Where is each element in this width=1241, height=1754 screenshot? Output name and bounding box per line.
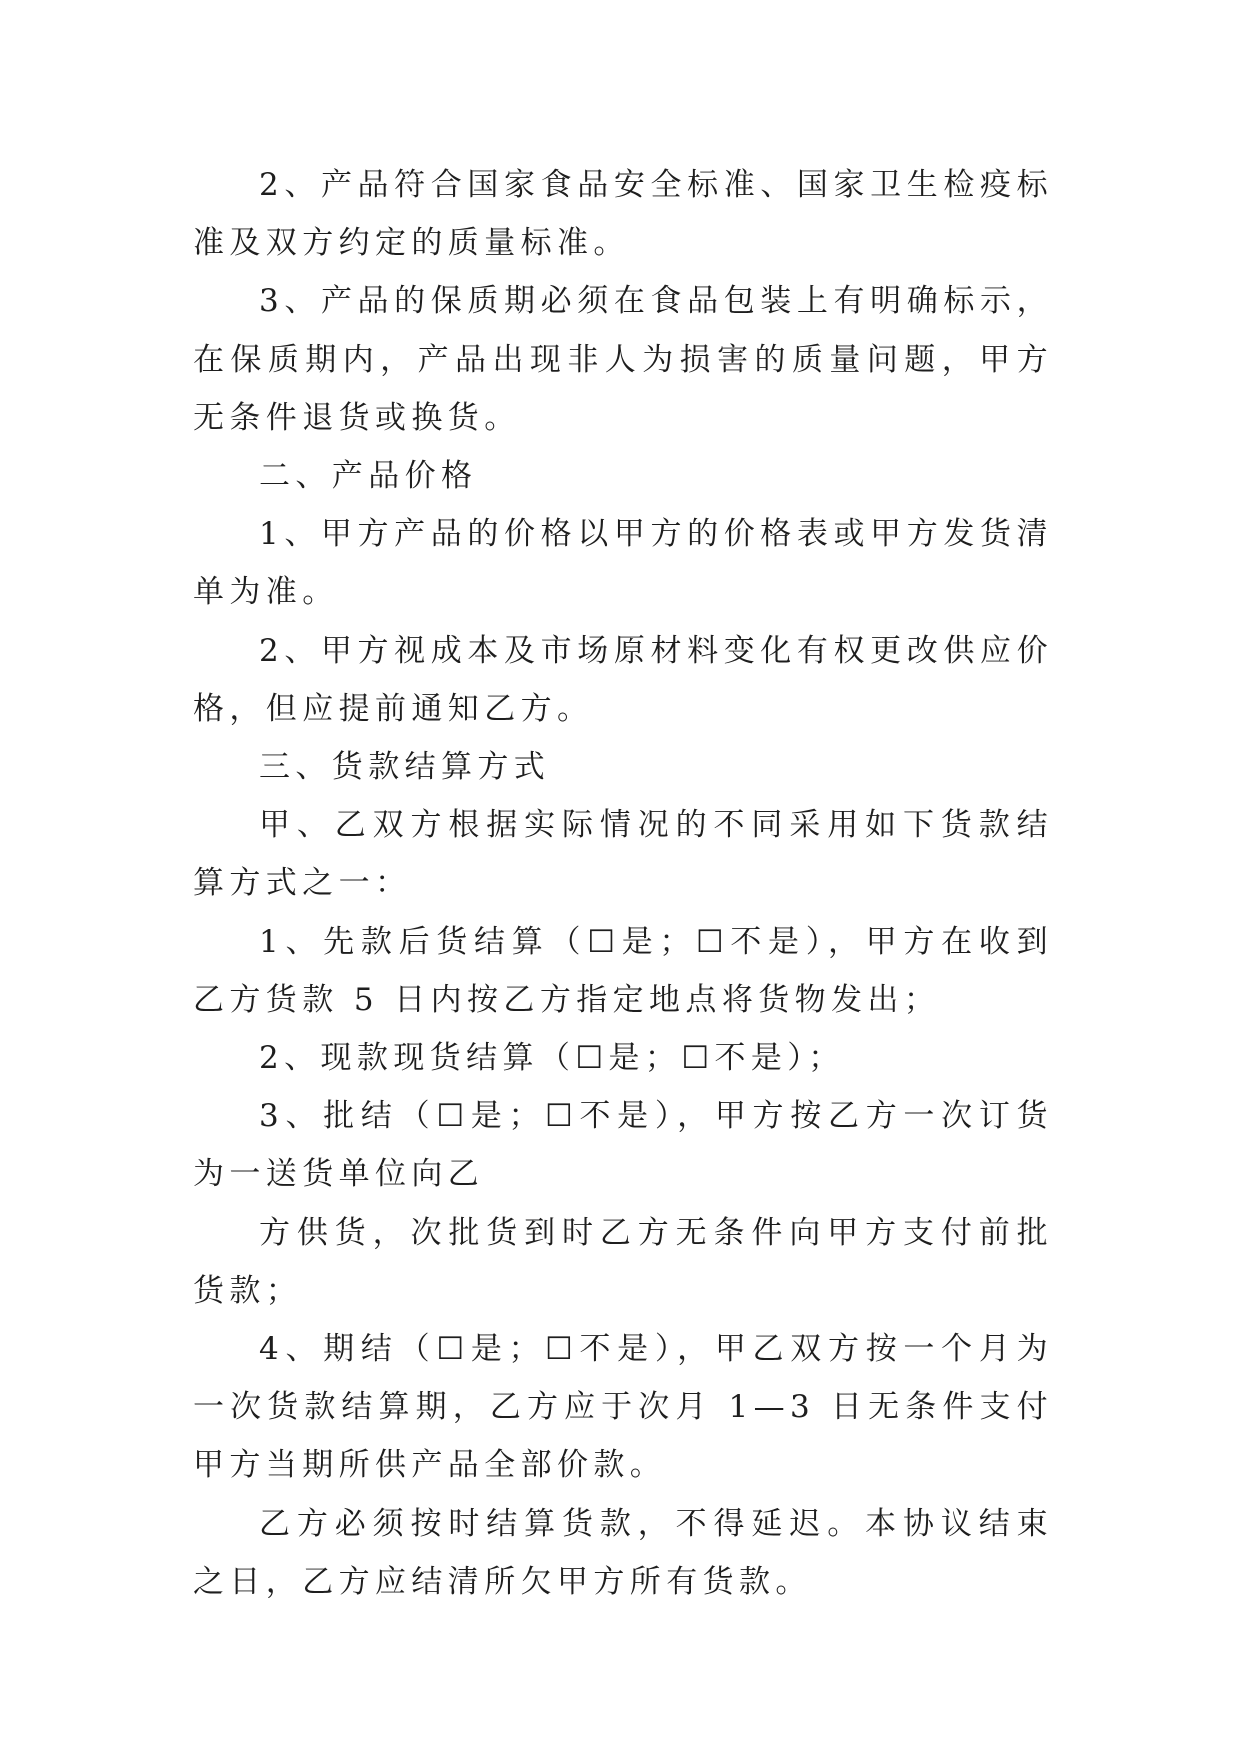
paragraph-quality-standard: 2、产品符合国家食品安全标准、国家卫生检疫标准及双方约定的质量标准。 — [193, 167, 1053, 262]
paragraph-shelf-life: 3、产品的保质期必须在食品包装上有明确标示，在保质期内，产品出现非人为损害的质量问题，甲方无条件退货或换货。 — [193, 283, 1053, 436]
paragraph-prepayment: 1、先款后货结算（☐是；☐不是），甲方在收到乙方货款 5 日内按乙方指定地点将货物发出； — [193, 923, 1053, 1018]
paragraph-period-settlement: 4、期结（☐是；☐不是），甲乙双方按一个月为一次货款结算期，乙方应于次月 1—3 日无条件支付甲方当期所供产品全部价款。 — [193, 1331, 1053, 1484]
paragraph-settlement-intro: 甲、乙双方根据实际情况的不同采用如下货款结算方式之一： — [193, 807, 1053, 902]
section-heading-product-price: 二、产品价格 — [259, 458, 478, 495]
paragraph-batch-settlement: 3、批结（☐是；☐不是），甲方按乙方一次订货为一送货单位向乙 — [193, 1098, 1053, 1193]
section-heading-settlement: 三、货款结算方式 — [259, 749, 551, 786]
paragraph-batch-settlement-continued: 方供货，次批货到时乙方无条件向甲方支付前批货款； — [193, 1214, 1053, 1309]
paragraph-price-basis: 1、甲方产品的价格以甲方的价格表或甲方发货清单为准。 — [193, 516, 1053, 611]
paragraph-price-change: 2、甲方视成本及市场原材料变化有权更改供应价格，但应提前通知乙方。 — [193, 632, 1053, 727]
paragraph-cash-on-delivery: 2、现款现货结算（☐是；☐不是）； — [259, 1040, 845, 1077]
paragraph-final-clause: 乙方必须按时结算货款，不得延迟。本协议结束之日，乙方应结清所欠甲方所有货款。 — [193, 1505, 1053, 1600]
document-body — [193, 156, 1053, 1611]
